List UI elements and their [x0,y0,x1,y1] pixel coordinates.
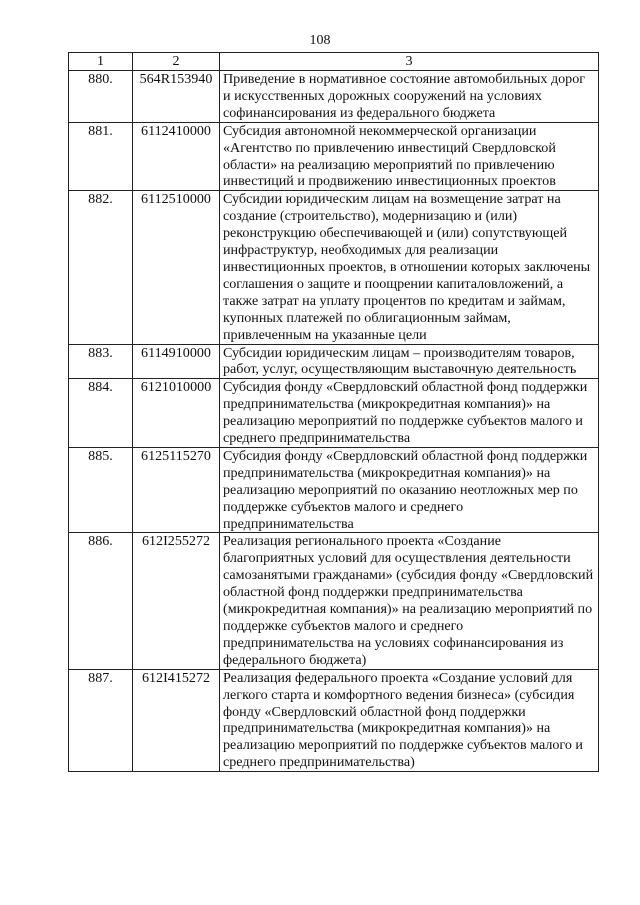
table-row [69,122,599,191]
table-row [69,533,599,669]
article-description: Субсидия фонду «Свердловский областной фонд поддержки предпринимательства (микрокредитная компания)» на реализацию мероприятий по поддержке субъектов малого и среднего предпринимательства [220,379,599,448]
table-row [69,191,599,344]
table-row [69,344,599,379]
page-number: 108 [309,33,331,48]
article-description: Приведение в нормативное состояние автомобильных дорог и искусственных дорожных сооружений на условиях софинансирования из федерального бюджета [220,71,599,123]
target-article-code: 6112410000 [133,122,220,191]
target-article-code: 612I415272 [133,669,220,771]
target-article-code: 6121010000 [133,379,220,448]
row-number: 884. [69,379,133,448]
header-col-1: 1 [69,53,133,71]
row-number: 880. [69,71,133,123]
header-col-2: 2 [133,53,220,71]
table-row [69,379,599,448]
target-article-code: 6112510000 [133,191,220,344]
row-number: 886. [69,533,133,669]
row-number: 885. [69,447,133,533]
table-header-row [69,53,599,71]
table-row [69,669,599,771]
row-number: 883. [69,344,133,379]
article-description: Субсидии юридическим лицам на возмещение затрат на создание (строительство), модернизацию и (или) реконструкцию обеспечивающей и (или) сопутствующей инфраструктур, необходимых для реализации инвестиционных проектов, в отношении которых заключены соглашения о защите и поощрении капиталовложений, а также затрат на уплату процентов по кредитам и займам, купонных платежей по облигационным займам, привлеченным на указанные цели [220,191,599,344]
header-col-3: 3 [220,53,599,71]
article-description: Субсидии юридическим лицам – производителям товаров, работ, услуг, осуществляющим выставочную деятельность [220,344,599,379]
target-article-code: 6125115270 [133,447,220,533]
article-description: Реализация федерального проекта «Создание условий для легкого старта и комфортного ведения бизнеса» (субсидия фонду «Свердловский областной фонд поддержки предпринимательства (микрокредитная компания)» на реализацию мероприятий по поддержке субъектов малого и среднего предпринимательства) [220,669,599,771]
budget-classification-table [68,52,599,772]
table-row [69,71,599,123]
target-article-code: 612I255272 [133,533,220,669]
article-description: Субсидия фонду «Свердловский областной фонд поддержки предпринимательства (микрокредитная компания)» на реализацию мероприятий по оказанию неотложных мер по поддержке субъектов малого и среднего предпринимательства [220,447,599,533]
article-description: Субсидия автономной некоммерческой организации «Агентство по привлечению инвестиций Свердловской области» на реализацию мероприятий по привлечению инвестиций и продвижению инвестиционных проектов [220,122,599,191]
row-number: 887. [69,669,133,771]
article-description: Реализация регионального проекта «Создание благоприятных условий для осуществления деятельности самозанятыми гражданами» (субсидия фонду «Свердловский областной фонд поддержки предпринимательства (микрокредитная компания)» на реализацию мероприятий по поддержке субъектов малого и среднего предпринимательства на условиях софинансирования из федерального бюджета) [220,533,599,669]
target-article-code: 564R153940 [133,71,220,123]
table-row [69,447,599,533]
row-number: 881. [69,122,133,191]
row-number: 882. [69,191,133,344]
target-article-code: 6114910000 [133,344,220,379]
